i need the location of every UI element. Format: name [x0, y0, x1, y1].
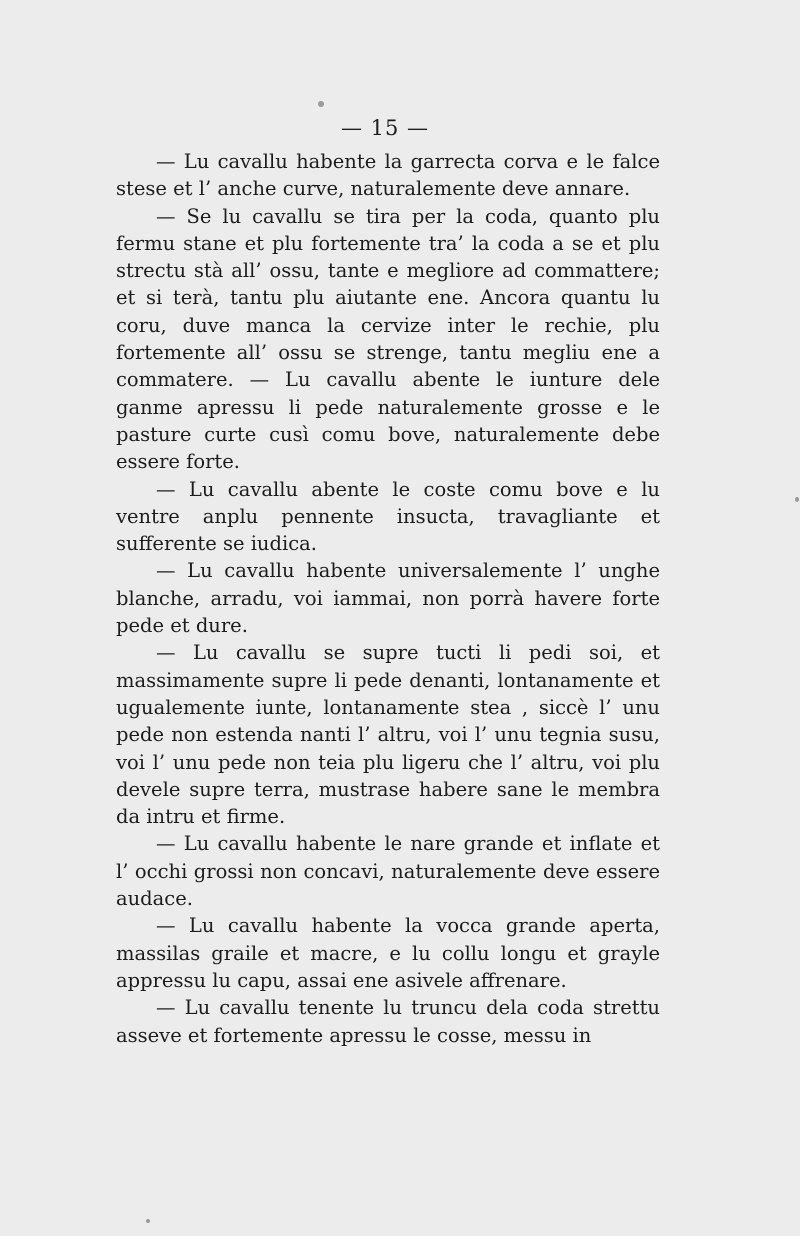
page-body [116, 148, 660, 1049]
paragraph: — Lu cavallu habente le nare grande et inflate et l’ occhi grossi non concavi, naturalemente deve essere audace. [116, 832, 660, 911]
paragraph: — Lu cavallu habente la garrecta corva e le falce stese et l’ anche curve, naturalemente deve annare. [116, 150, 660, 201]
ink-speck [146, 1219, 150, 1223]
paragraph: — Lu cavallu se supre tucti li pedi soi, et massimamente supre li pede denanti, lontanamente et ugualemente iunte, lontanamente stea , siccè l’ unu pede non estenda nanti l’ altru, voi l’ unu tegnia susu, voi l’ unu pede non teia plu ligeru che l’ altru, voi plu devele supre terra, mustrase habere sane le membra da intru et firme. [116, 641, 660, 829]
paragraph: — Lu cavallu habente universalemente l’ unghe blanche, arradu, voi iammai, non porrà havere forte pede et dure. [116, 559, 660, 638]
paragraph: — Lu cavallu habente la vocca grande aperta, massilas graile et macre, e lu collu longu et grayle appressu lu capu, assai ene asivele affrenare. [116, 914, 660, 992]
ink-speck [318, 101, 324, 107]
ink-speck [795, 497, 799, 502]
paragraph: — Se lu cavallu se tira per la coda, quanto plu fermu stane et plu fortemente tra’ la coda a se et plu strectu stà all’ ossu, tante e megliore ad commattere; et si terà, tantu plu aiutante ene. Ancora quantu lu coru, duve manca la cervize inter le rechie, plu fortemente all’ ossu se strenge, tantu megliu ene a commatere. — Lu cavallu abente le iunture dele ganme apressu li pede naturalemente grosse e le pasture curte cusì comu bove, naturalemente debe essere forte. [116, 204, 660, 474]
paragraph: — Lu cavallu tenente lu truncu dela coda strettu asseve et fortemente apressu le cosse, messu in [116, 996, 660, 1047]
page-number: — 15 — [340, 116, 430, 140]
paragraph: — Lu cavallu abente le coste comu bove e lu ventre anplu pennente insucta, travagliante et sufferente se iudica. [116, 477, 660, 556]
